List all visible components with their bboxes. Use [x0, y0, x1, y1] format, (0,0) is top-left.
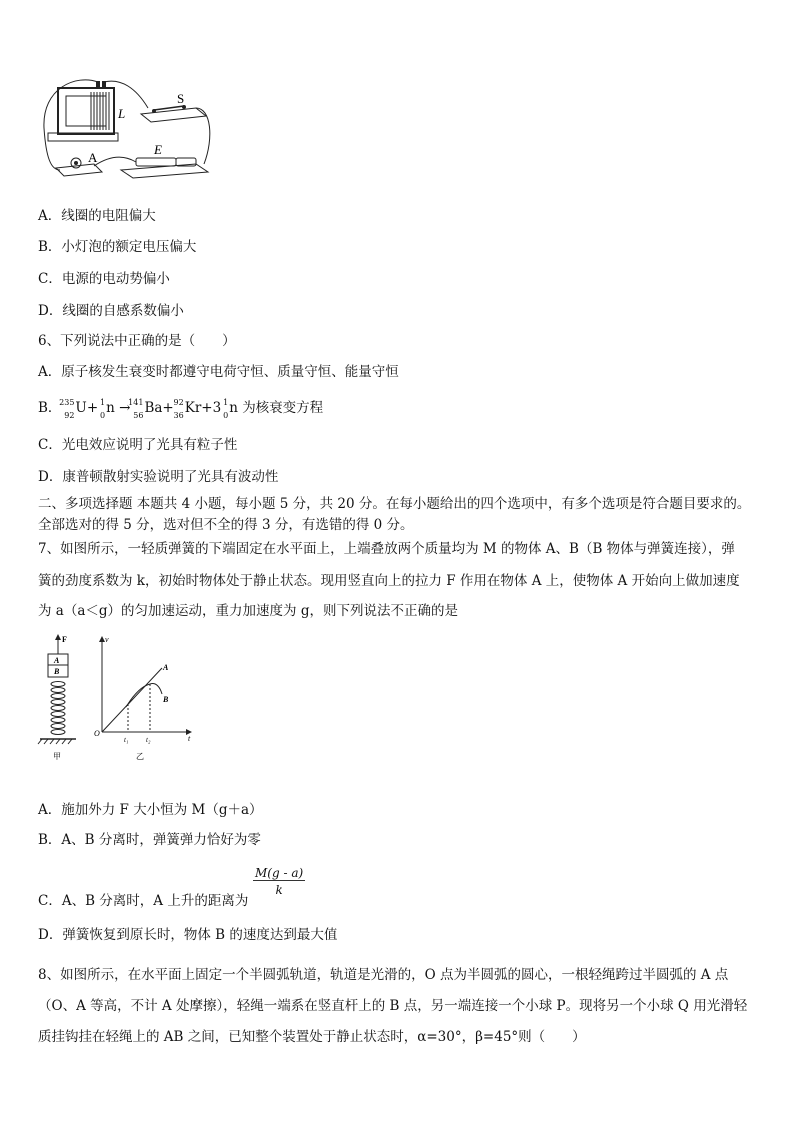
q7-stem-line-1: 7、如图所示，一轻质弹簧的下端固定在水平面上，上端叠放两个质量均为 M 的物体 A、B（B 物体与弹簧连接），弹 [38, 541, 735, 557]
q6-option-d: D．康普顿散射实验说明了光具有波动性 [38, 469, 279, 485]
q7-option-c-fraction [253, 866, 305, 897]
q5-option-a: A．线圈的电阻偏大 [38, 208, 156, 224]
q6-option-b: B． 235 92 U+ 1 0 n → 141 56 Ba+ 92 36 Kr+3 1 0 n 为核衰变方程 [38, 397, 324, 420]
curve-A-label: A [163, 663, 169, 672]
q6-option-a: A．原子核发生衰变时都遵守电荷守恒、质量守恒、能量守恒 [38, 364, 399, 380]
label-jia: 甲 [53, 752, 61, 761]
q5-option-d: D．线圈的自感系数偏小 [38, 303, 184, 319]
label-A: A [88, 150, 98, 165]
q7-stem-line-2: 簧的劲度系数为 k，初始时物体处于静止状态。现用竖直向上的拉力 F 作用在物体 A 上，使物体 A 开始向上做加速度 [38, 573, 740, 589]
spring-vt-figure [34, 632, 204, 764]
q7-stem-line-3: 为 a（a＜g）的匀加速运动，重力加速度为 g，则下列说法不正确的是 [38, 603, 458, 619]
q5-option-b: B．小灯泡的额定电压偏大 [38, 239, 197, 255]
q7-option-a: A．施加外力 F 大小恒为 M（g＋a） [38, 802, 263, 818]
q6-option-c: C．光电效应说明了光具有粒子性 [38, 437, 238, 453]
q7-option-c: C．A、B 分离时，A 上升的距离为 [38, 893, 249, 909]
q7-option-d: D．弹簧恢复到原长时，物体 B 的速度达到最大值 [38, 927, 338, 943]
label-E: E [154, 142, 162, 157]
label-S: S [177, 91, 185, 106]
q8-line-1: 8、如图所示，在水平面上固定一个半圆弧轨道，轨道是光滑的，O 点为半圆弧的圆心，一根轻绳跨过半圆弧的 A 点 [38, 967, 729, 983]
block-B-label: B [54, 667, 60, 676]
section-2-heading: 二、多项选择题 本题共 4 小题，每小题 5 分，共 20 分。在每小题给出的四个选项中，有多个选项是符合题目要求的。全部选对的得 5 分，选对但不全的得 3 分，有选错的得 0 分。 [38, 496, 751, 533]
axis-v-label: v [105, 635, 109, 644]
q6-stem: 6、下列说法中正确的是（ ） [38, 333, 236, 349]
q5-option-c: C．电源的电动势偏小 [38, 271, 170, 287]
block-A-label: A [54, 656, 60, 665]
label-yi: 乙 [136, 752, 144, 761]
label-L: L [118, 106, 126, 121]
q7-option-b: B．A、B 分离时，弹簧弹力恰好为零 [38, 832, 261, 848]
fraction-denominator: k [275, 883, 283, 897]
curve-B-label: B [163, 695, 169, 704]
q8-line-3: 质挂钩挂在轻绳上的 AB 之间，已知整个装置处于静止状态时，α=30°，β=45°则（ ） [38, 1029, 586, 1045]
label-F: F [62, 635, 67, 644]
fraction-numerator: M(g - a) [255, 866, 304, 880]
origin-label: O [94, 729, 100, 738]
tick-t1: t₁ [124, 736, 129, 744]
circuit-figure [36, 78, 216, 188]
q8-line-2: （O、A 等高，不计 A 处摩擦），轻绳一端系在竖直杆上的 B 点，另一端连接一个小球 P。现将另一个小球 Q 用光滑轻 [38, 998, 748, 1014]
axis-t-label: t [188, 734, 191, 743]
tick-t2: t₂ [146, 736, 151, 744]
